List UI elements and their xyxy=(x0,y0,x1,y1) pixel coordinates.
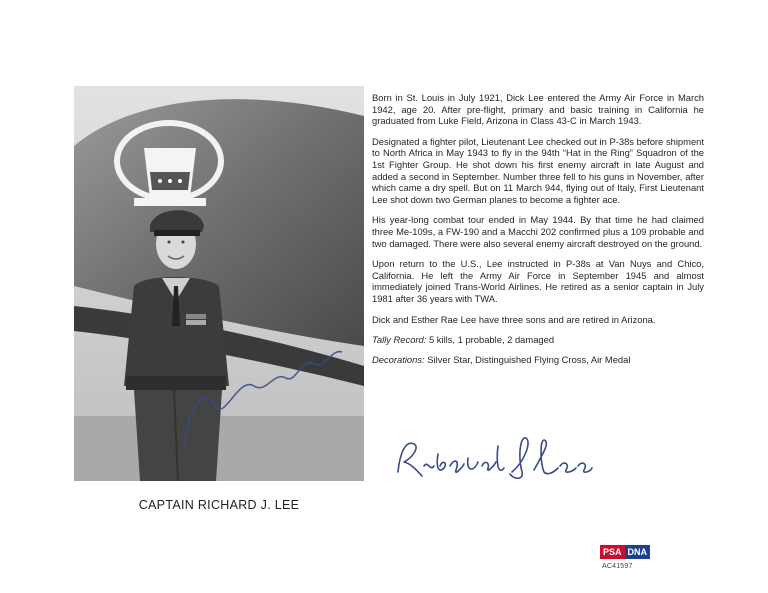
decorations xyxy=(372,354,704,366)
tally-record xyxy=(372,334,704,346)
bio-paragraph: Designated a fighter pilot, Lieutenant Lee checked out in P-38s before shipment to North Africa in May 1943 to fly in the 94th “Hat in the Ring” Squadron of the 1st Fighter Group. He shot down his first enemy aircraft in late August and added a second in September. Number three fell to his guns in November, after which came a dry spell. But on 11 March 944, flying out of Italy, First Lieutenant Lee shot down two German planes to become a fighter ace. xyxy=(372,135,704,205)
signature-drawing xyxy=(394,432,594,482)
bio-paragraph: Born in St. Louis in July 1921, Dick Lee entered the Army Air Force in March 1942, age 20. After pre-flight, primary and basic training in California he graduated from Luke Field, Arizona in Class 43-C in March 1943. xyxy=(372,92,704,127)
biography xyxy=(372,92,704,373)
bio-paragraph: Upon return to the U.S., Lee instructed in P-38s at Van Nuys and Chico, California. He left the Army Air Force in September 1945 and almost immediately joined Trans-World Airlines. He retired as a senior captain in July 1981 after 36 years with TWA. xyxy=(372,258,704,304)
tally-label: Tally Record: xyxy=(372,334,427,346)
psa-dna-logo xyxy=(600,545,650,559)
bio-paragraph: Dick and Esther Rae Lee have three sons and are retired in Arizona. xyxy=(372,313,656,325)
photo-caption: CAPTAIN RICHARD J. LEE xyxy=(138,498,300,512)
decorations-value: Silver Star, Distinguished Flying Cross, Air Medal xyxy=(424,353,631,365)
pilot-photo xyxy=(74,86,364,481)
decorations-label: Decorations: xyxy=(372,353,425,365)
pilot-photo-illustration xyxy=(74,86,364,481)
dna-logo-part: DNA xyxy=(625,545,651,559)
tally-value: 5 kills, 1 probable, 2 damaged xyxy=(426,334,555,346)
psa-logo-part: PSA xyxy=(600,545,625,559)
signature xyxy=(394,432,594,482)
certificate-number: AC41597 xyxy=(602,563,633,570)
bio-paragraph: His year-long combat tour ended in May 1944. By that time he had claimed three Me-109s, a FW-190 and a Macchi 202 confirmed plus a 109 probable and two damaged. There were also several enemy aircraft destroyed on the ground. xyxy=(372,214,704,249)
